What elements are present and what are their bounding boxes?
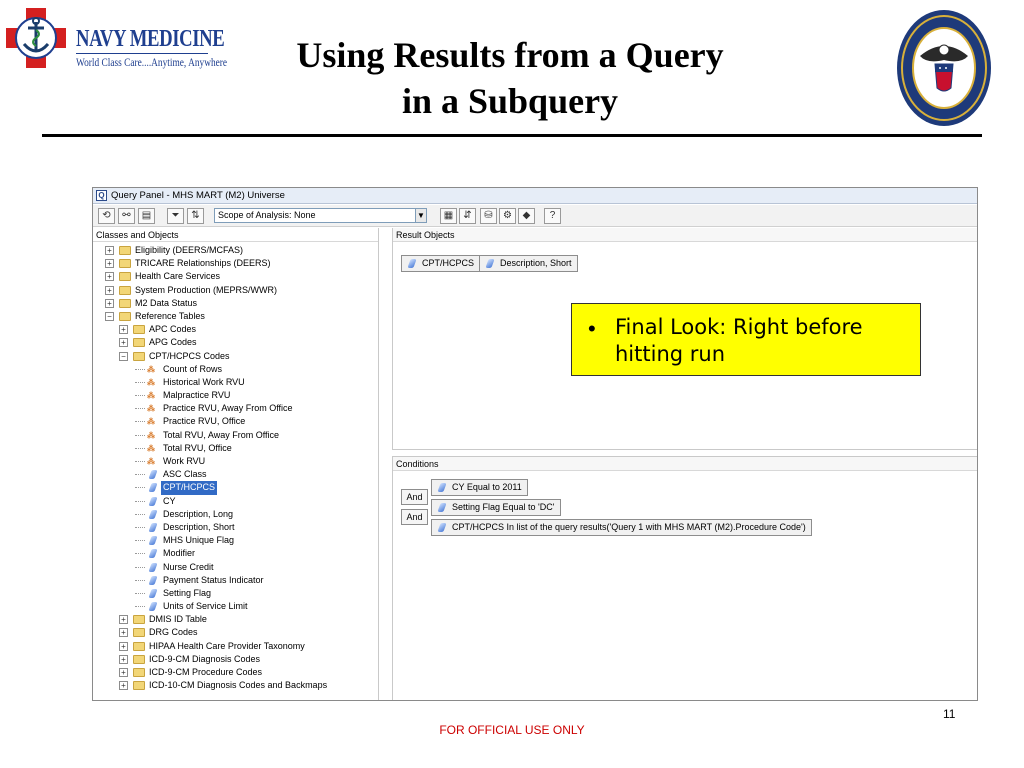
tree-item[interactable] bbox=[93, 561, 378, 574]
tree-connector bbox=[135, 369, 145, 370]
tree-item[interactable] bbox=[93, 679, 378, 692]
sql-icon: ⛁ bbox=[484, 210, 493, 221]
dimension-icon bbox=[148, 563, 157, 572]
classes-and-objects-pane bbox=[93, 228, 379, 700]
tree-connector bbox=[135, 435, 145, 436]
anchor-cross-icon bbox=[6, 8, 70, 70]
hierarchy-icon: ⚯ bbox=[122, 210, 131, 221]
expand-icon[interactable]: + bbox=[105, 259, 114, 268]
expand-icon[interactable]: + bbox=[119, 628, 128, 637]
condition-setting-flag-dc[interactable] bbox=[431, 499, 561, 516]
tree-item-label: Practice RVU, Office bbox=[163, 416, 246, 427]
refresh-universe-button[interactable] bbox=[98, 208, 115, 224]
expand-icon[interactable]: + bbox=[119, 615, 128, 624]
dimension-icon bbox=[148, 549, 157, 558]
properties-icon: ⚙ bbox=[503, 210, 512, 221]
combine-icon: ▦ bbox=[443, 210, 454, 221]
tree-item-label: Units of Service Limit bbox=[163, 601, 248, 612]
tree-item[interactable] bbox=[93, 429, 378, 442]
expand-icon[interactable]: + bbox=[119, 668, 128, 677]
tree-connector bbox=[135, 540, 145, 541]
help-button[interactable] bbox=[544, 208, 561, 224]
dimension-icon bbox=[437, 483, 446, 492]
chevron-down-icon: ▼ bbox=[417, 211, 425, 220]
expand-icon[interactable]: + bbox=[119, 325, 128, 334]
query-panel-app-icon: Q bbox=[96, 190, 107, 201]
folder-icon bbox=[133, 325, 145, 334]
query-properties-button[interactable] bbox=[499, 208, 516, 224]
tree-item-label: Payment Status Indicator bbox=[163, 574, 264, 585]
tree-item-label: Practice RVU, Away From Office bbox=[163, 403, 293, 414]
tree-item[interactable] bbox=[93, 257, 378, 270]
expand-icon[interactable]: + bbox=[119, 655, 128, 664]
tree-item[interactable] bbox=[93, 547, 378, 560]
folder-icon bbox=[119, 299, 131, 308]
tree-item[interactable] bbox=[93, 442, 378, 455]
dimension-icon bbox=[148, 536, 157, 545]
tree-item[interactable] bbox=[93, 666, 378, 679]
window-title-bar bbox=[93, 188, 977, 204]
dimension-icon bbox=[148, 602, 157, 611]
tree-item[interactable] bbox=[93, 468, 378, 481]
tree-item-label: ICD-10-CM Diagnosis Codes and Backmaps bbox=[149, 680, 328, 691]
dimension-icon bbox=[148, 470, 157, 479]
tree-item-label: Malpractice RVU bbox=[163, 390, 231, 401]
sort-results-icon: ⇵ bbox=[463, 210, 472, 221]
scope-dropdown-button[interactable] bbox=[415, 208, 427, 223]
tree-item-label: Setting Flag bbox=[163, 587, 212, 598]
result-objects-header: Result Objects bbox=[393, 228, 977, 242]
tree-item-label: MHS Unique Flag bbox=[163, 535, 235, 546]
tree-item-label: Historical Work RVU bbox=[163, 376, 245, 387]
dimension-icon bbox=[148, 497, 157, 506]
collapse-icon[interactable]: − bbox=[119, 352, 128, 361]
tree-item-label: System Production (MEPRS/WWR) bbox=[135, 284, 278, 295]
tree-connector bbox=[135, 553, 145, 554]
slide-title-line-2: in a Subquery bbox=[401, 81, 619, 121]
measure-icon: ⁂ bbox=[147, 443, 155, 453]
tree-connector bbox=[135, 567, 145, 568]
tree-connector bbox=[135, 395, 145, 396]
tree-item-label: Work RVU bbox=[163, 456, 206, 466]
list-icon: ▤ bbox=[141, 210, 152, 221]
measure-icon: ⁂ bbox=[147, 404, 155, 414]
tree-item[interactable] bbox=[93, 402, 378, 415]
and-operator-button-1[interactable]: And bbox=[401, 489, 428, 505]
dimension-icon bbox=[148, 483, 157, 492]
callout-bullet: • bbox=[588, 316, 596, 341]
tree-item[interactable] bbox=[93, 613, 378, 626]
tree-item-label: DRG Codes bbox=[149, 627, 198, 638]
classes-and-objects-header: Classes and Objects bbox=[93, 228, 378, 242]
scope-of-analysis-select[interactable] bbox=[214, 208, 427, 223]
final-look-callout bbox=[571, 303, 921, 376]
filter-button[interactable] bbox=[167, 208, 184, 224]
condition-cpt-hcpcs-in-list[interactable] bbox=[431, 519, 812, 536]
query-panel-window bbox=[92, 187, 978, 701]
condition-label: CPT/HCPCS In list of the query results('Query 1 with MHS MART (M2).Procedure Code') bbox=[452, 522, 806, 532]
dimension-icon bbox=[485, 259, 494, 268]
dimension-icon bbox=[148, 510, 157, 519]
tree-item[interactable] bbox=[93, 350, 378, 363]
tree-connector bbox=[135, 514, 145, 515]
tree-item[interactable] bbox=[93, 310, 378, 323]
tree-item[interactable] bbox=[93, 574, 378, 587]
result-object-label: Description, Short bbox=[500, 258, 572, 268]
expand-icon[interactable]: + bbox=[119, 681, 128, 690]
tree-item-label: Eligibility (DEERS/MCFAS) bbox=[135, 245, 244, 255]
tree-item-label: Modifier bbox=[163, 548, 196, 559]
expand-icon[interactable]: + bbox=[105, 286, 114, 295]
folder-open-icon bbox=[119, 312, 131, 321]
tree-item-label: TRICARE Relationships (DEERS) bbox=[135, 258, 271, 269]
eraser-icon: ◆ bbox=[522, 210, 531, 221]
measure-icon: ⁂ bbox=[147, 417, 155, 427]
folder-open-icon bbox=[133, 352, 145, 361]
tree-connector bbox=[135, 382, 145, 383]
folder-icon bbox=[119, 246, 131, 255]
footer-classification: FOR OFFICIAL USE ONLY bbox=[439, 723, 585, 737]
combine-queries-button[interactable] bbox=[440, 208, 457, 224]
refresh-icon: ⟲ bbox=[102, 210, 111, 221]
measure-icon: ⁂ bbox=[147, 457, 155, 466]
folder-icon bbox=[133, 642, 145, 651]
expand-icon[interactable]: + bbox=[105, 272, 114, 281]
tree-connector bbox=[135, 461, 145, 462]
tree-item[interactable] bbox=[93, 415, 378, 428]
sort-results-button[interactable] bbox=[459, 208, 476, 224]
tree-item-label: DMIS ID Table bbox=[149, 614, 207, 625]
tree-item[interactable] bbox=[93, 626, 378, 639]
seal-icon bbox=[895, 6, 993, 130]
tree-item[interactable] bbox=[93, 481, 378, 494]
tree-connector bbox=[135, 448, 145, 449]
tree-item-label: CPT/HCPCS Codes bbox=[149, 350, 230, 361]
folder-icon bbox=[119, 286, 131, 295]
query-toolbar bbox=[93, 205, 977, 227]
tree-connector bbox=[135, 580, 145, 581]
tree-item-label: CY bbox=[163, 495, 176, 506]
tree-connector bbox=[135, 421, 145, 422]
logo-divider bbox=[76, 53, 208, 54]
tree-item-label: Description, Long bbox=[163, 508, 234, 519]
dimension-icon bbox=[407, 259, 416, 268]
list-view-button[interactable] bbox=[138, 208, 155, 224]
folder-icon bbox=[119, 259, 131, 268]
folder-icon bbox=[133, 655, 145, 664]
tree-item[interactable] bbox=[93, 389, 378, 402]
tree-item[interactable] bbox=[93, 600, 378, 613]
tree-connector bbox=[135, 501, 145, 502]
expand-icon[interactable]: + bbox=[119, 338, 128, 347]
dimension-icon bbox=[437, 523, 446, 532]
folder-icon bbox=[133, 615, 145, 624]
tree-item-label: Reference Tables bbox=[135, 310, 205, 321]
tree-item-label: ICD-9-CM Diagnosis Codes bbox=[149, 653, 261, 664]
expand-icon[interactable]: + bbox=[119, 642, 128, 651]
bumed-seal bbox=[895, 6, 993, 130]
collapse-icon[interactable]: − bbox=[105, 312, 114, 321]
tree-item-label: M2 Data Status bbox=[135, 297, 198, 308]
filter-icon: ⏷ bbox=[171, 210, 180, 221]
result-object-label: CPT/HCPCS bbox=[422, 258, 475, 268]
dimension-icon bbox=[148, 589, 157, 598]
condition-cy-equal-2011[interactable] bbox=[431, 479, 528, 496]
sql-button[interactable] bbox=[480, 208, 497, 224]
tree-item[interactable] bbox=[93, 587, 378, 600]
tree-item-label: Total RVU, Away From Office bbox=[163, 429, 280, 440]
tree-item-label: ASC Class bbox=[163, 469, 207, 480]
tree-item[interactable] bbox=[93, 284, 378, 297]
tree-item-label: Health Care Services bbox=[135, 271, 221, 282]
folder-icon bbox=[133, 628, 145, 637]
result-object-description-short[interactable] bbox=[479, 255, 578, 272]
scope-of-analysis-value: Scope of Analysis: None bbox=[218, 210, 316, 220]
navy-medicine-logo bbox=[6, 8, 228, 70]
help-icon: ? bbox=[549, 210, 556, 221]
tree-item-label: APC Codes bbox=[149, 324, 197, 335]
tree-item[interactable] bbox=[93, 455, 378, 468]
folder-icon bbox=[133, 338, 145, 347]
window-title: Query Panel - MHS MART (M2) Universe bbox=[111, 190, 285, 201]
dimension-icon bbox=[148, 576, 157, 585]
tree-connector bbox=[135, 606, 145, 607]
measure-icon: ⁂ bbox=[147, 364, 155, 374]
tree-item-label: Description, Short bbox=[163, 521, 235, 532]
callout-text: Final Look: Right before hitting run bbox=[615, 315, 863, 366]
tree-item[interactable] bbox=[93, 495, 378, 508]
tree-item[interactable] bbox=[93, 640, 378, 653]
tree-item-label: CPT/HCPCS bbox=[161, 481, 217, 494]
measure-icon: ⁂ bbox=[147, 391, 155, 401]
sort-icon: ⇅ bbox=[191, 210, 200, 221]
tree-item[interactable] bbox=[93, 653, 378, 666]
tree-connector bbox=[135, 527, 145, 528]
expand-icon[interactable]: + bbox=[105, 246, 114, 255]
objects-tree bbox=[93, 242, 378, 692]
result-object-cpt-hcpcs[interactable] bbox=[401, 255, 480, 272]
purge-button[interactable] bbox=[518, 208, 535, 224]
measure-icon: ⁂ bbox=[147, 430, 155, 440]
page-number: 11 bbox=[943, 707, 956, 721]
slide-title-line-1: Using Results from a Query bbox=[296, 35, 724, 75]
folder-icon bbox=[119, 272, 131, 281]
tree-item-label: Nurse Credit bbox=[163, 561, 214, 572]
expand-icon[interactable]: + bbox=[105, 299, 114, 308]
conditions-header: Conditions bbox=[393, 457, 977, 471]
title-divider bbox=[42, 134, 982, 137]
tree-item[interactable] bbox=[93, 521, 378, 534]
tree-item[interactable] bbox=[93, 508, 378, 521]
tree-item-label: APG Codes bbox=[149, 337, 197, 348]
dimension-icon bbox=[437, 503, 446, 512]
tree-item-label: HIPAA Health Care Provider Taxonomy bbox=[149, 640, 305, 651]
tree-item[interactable] bbox=[93, 244, 378, 257]
slide-title bbox=[230, 32, 790, 124]
sort-button[interactable] bbox=[187, 208, 204, 224]
tree-item-label: Total RVU, Office bbox=[163, 442, 232, 453]
folder-icon bbox=[133, 668, 145, 677]
tree-item[interactable] bbox=[93, 363, 378, 376]
condition-label: Setting Flag Equal to 'DC' bbox=[452, 502, 555, 512]
conditions-pane bbox=[392, 456, 977, 700]
tree-item[interactable] bbox=[93, 297, 378, 310]
tree-connector bbox=[135, 487, 145, 488]
show-hierarchy-button[interactable] bbox=[118, 208, 135, 224]
logo-name: NAVY MEDICINE bbox=[76, 26, 225, 52]
tree-item-label: Count of Rows bbox=[163, 363, 223, 374]
tree-connector bbox=[135, 593, 145, 594]
measure-icon: ⁂ bbox=[147, 377, 155, 387]
tree-item-label: ICD-9-CM Procedure Codes bbox=[149, 667, 263, 677]
folder-icon bbox=[133, 681, 145, 690]
tree-connector bbox=[135, 474, 145, 475]
tree-item[interactable] bbox=[93, 336, 378, 349]
logo-tagline: World Class Care....Anytime, Anywhere bbox=[76, 55, 228, 69]
condition-label: CY Equal to 2011 bbox=[452, 482, 522, 492]
tree-item[interactable] bbox=[93, 270, 378, 283]
tree-item[interactable] bbox=[93, 323, 378, 336]
and-operator-button-2[interactable]: And bbox=[401, 509, 428, 525]
tree-connector bbox=[135, 408, 145, 409]
tree-item[interactable] bbox=[93, 376, 378, 389]
dimension-icon bbox=[148, 523, 157, 532]
tree-item[interactable] bbox=[93, 534, 378, 547]
